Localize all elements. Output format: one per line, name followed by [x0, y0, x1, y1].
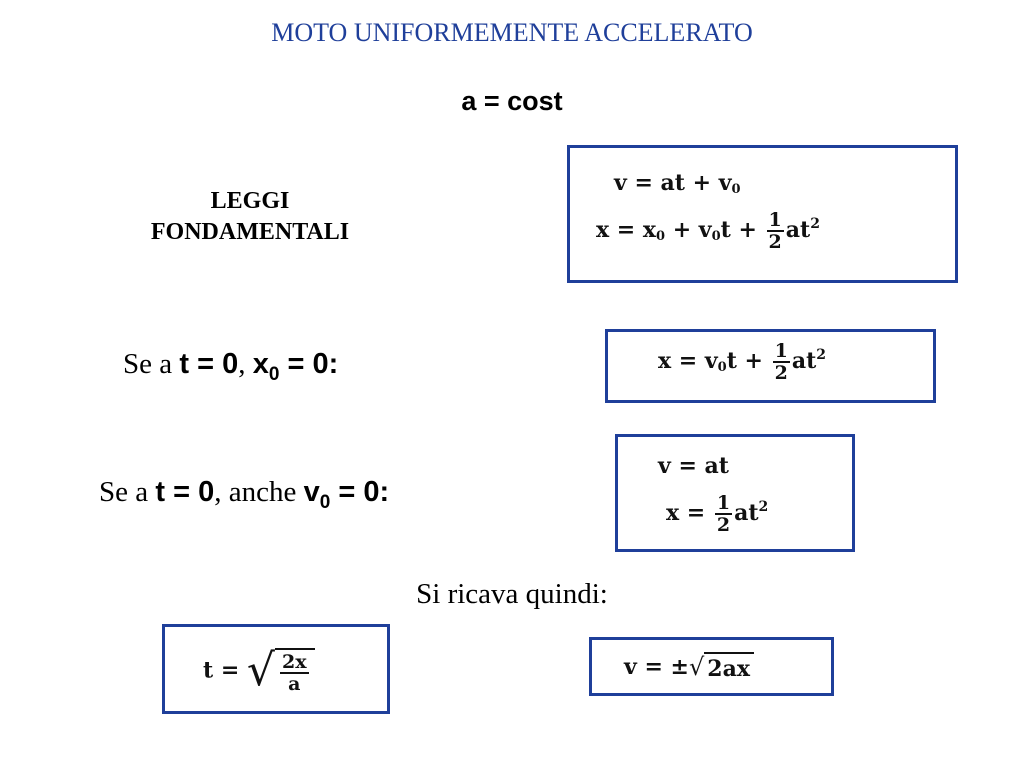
- fraction-numerator: 1: [716, 492, 731, 514]
- equation-velocity-sqrt: [624, 652, 754, 682]
- fraction-numerator: 1: [768, 209, 782, 231]
- square-root: [689, 652, 754, 682]
- fraction-one-half: [715, 493, 732, 535]
- exponent: 2: [758, 499, 769, 515]
- equation-box-x0-zero: [605, 329, 936, 403]
- fraction-denominator: 2: [716, 514, 731, 536]
- radical-sign-icon: √: [688, 653, 705, 681]
- equation-box-velocity-sqrt: [589, 637, 834, 696]
- equation-position: [596, 210, 820, 252]
- exponent: 2: [810, 216, 820, 232]
- square-root: [247, 645, 315, 696]
- radicand: [275, 648, 315, 694]
- condition-x0-zero: [123, 348, 338, 386]
- subscript: 0: [268, 363, 280, 385]
- condition-text: Se a: [99, 476, 156, 508]
- fraction-denominator: 2: [768, 231, 782, 253]
- subscript: 0: [717, 360, 727, 375]
- fraction-one-half: [767, 210, 784, 252]
- fraction-numerator: 2x: [281, 650, 307, 673]
- equations-box-fundamental: [567, 145, 958, 283]
- condition-text: = 0:: [330, 476, 390, 508]
- radicand: 2ax: [704, 652, 754, 682]
- condition-text: , anche: [214, 476, 304, 508]
- leggi-line-2: FONDAMENTALI: [150, 219, 350, 245]
- condition-text: = 0:: [279, 348, 339, 380]
- equation-text: t =: [203, 657, 247, 684]
- equation-text: t +: [720, 217, 765, 243]
- fraction-denominator: a: [288, 672, 301, 695]
- equation-text: at: [785, 217, 811, 243]
- slide-title: MOTO UNIFORMEMENTE ACCELERATO: [271, 18, 753, 47]
- subscript: 0: [731, 182, 741, 197]
- si-ricava-quindi: Si ricava quindi:: [416, 578, 608, 610]
- equation-text: v = ±: [624, 654, 689, 680]
- condition-t: t = 0: [155, 476, 215, 508]
- subscript: 0: [711, 229, 721, 244]
- equation-text: at: [791, 348, 817, 374]
- subscript: 0: [655, 229, 666, 244]
- fraction-one-half: [773, 341, 790, 383]
- radical-sign-icon: √: [246, 645, 275, 696]
- fraction-denominator: 2: [774, 362, 788, 384]
- equation-text: + v: [665, 217, 712, 243]
- fraction-numerator: 1: [774, 340, 788, 362]
- equation-velocity: [614, 170, 741, 197]
- equation-position-x0-zero: [658, 341, 826, 383]
- equation-velocity-at: [658, 453, 729, 479]
- condition-t: t = 0: [179, 348, 239, 380]
- condition-text: Se a: [123, 348, 180, 380]
- condition-v: v: [303, 476, 320, 508]
- fraction-2x-over-a: [280, 652, 309, 694]
- condition-x: x: [252, 348, 269, 380]
- condition-text: ,: [238, 348, 253, 380]
- equation-position-half-at2: [666, 493, 768, 535]
- condition-v0-zero: [99, 476, 389, 514]
- leggi-fondamentali-label: [100, 186, 400, 248]
- equation-text: at: [734, 500, 759, 526]
- equation-time-sqrt: [203, 645, 315, 696]
- subscript: 0: [319, 491, 331, 513]
- exponent: 2: [816, 347, 827, 363]
- subtitle-a-cost: a = cost: [461, 86, 563, 116]
- leggi-line-1: LEGGI: [210, 188, 290, 214]
- equation-text: v = at + v: [614, 170, 732, 196]
- equations-box-v0-zero: [615, 434, 855, 552]
- equation-text: v = at: [658, 453, 729, 479]
- equation-box-time: [162, 624, 390, 714]
- equation-text: t +: [726, 348, 771, 374]
- equation-text: x = x: [596, 217, 656, 243]
- equation-text: x = v: [658, 348, 718, 374]
- equation-text: x =: [666, 500, 713, 526]
